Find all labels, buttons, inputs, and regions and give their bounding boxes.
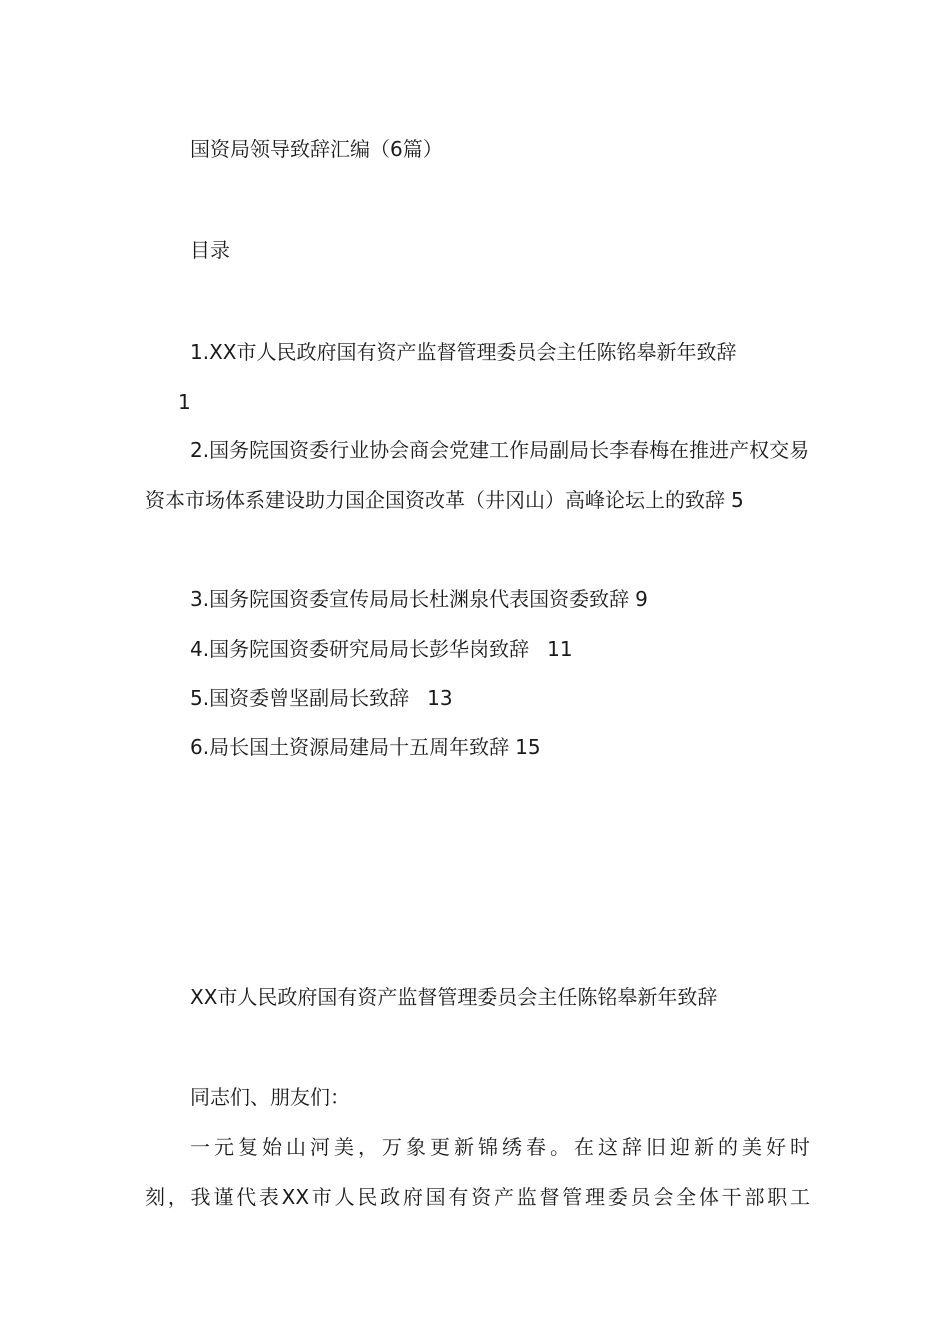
section-title: XX市人民政府国有资产监督管理委员会主任陈铭皋新年致辞	[190, 985, 718, 1009]
body-line: 一元复始山河美，万象更新锦绣春。在这辞旧迎新的美好时	[190, 1135, 810, 1159]
toc-item-text: 5.国资委曾坚副局长致辞	[190, 686, 410, 710]
toc-item	[145, 722, 810, 772]
toc-item-page: 5	[731, 488, 744, 512]
greeting: 同志们、朋友们：	[190, 1085, 350, 1109]
toc-item-text: 6.局长国土资源局建局十五周年致辞	[190, 735, 510, 759]
toc-item	[145, 327, 810, 427]
toc-item-page: 9	[635, 587, 648, 611]
body-line: 刻，我谨代表XX市人民政府国有资产监督管理委员会全体干部职工	[145, 1185, 810, 1209]
toc-item-page: 15	[515, 735, 541, 759]
toc-item-page: 1	[178, 390, 191, 414]
toc-item-page: 11	[547, 637, 573, 661]
toc-item-text: 1.XX市人民政府国有资产监督管理委员会主任陈铭皋新年致辞	[190, 340, 737, 364]
toc-item	[145, 425, 810, 525]
toc-item	[145, 624, 810, 674]
toc-item-text: 2.国务院国资委行业协会商会党建工作局副局长李春梅在推进产权交易资本市场体系建设助力国企国资改革（井冈山）高峰论坛上的致辞	[145, 438, 810, 512]
toc-item-page: 13	[427, 686, 453, 710]
document-title: 国资局领导致辞汇编（6篇）	[190, 137, 443, 161]
toc-item-text: 4.国务院国资委研究局局长彭华岗致辞	[190, 637, 530, 661]
toc-heading: 目录	[190, 238, 230, 262]
toc-item-text: 3.国务院国资委宣传局局长杜渊泉代表国资委致辞	[190, 587, 630, 611]
body-paragraph	[145, 1122, 810, 1222]
toc-item	[145, 574, 810, 624]
toc-item	[145, 673, 810, 723]
